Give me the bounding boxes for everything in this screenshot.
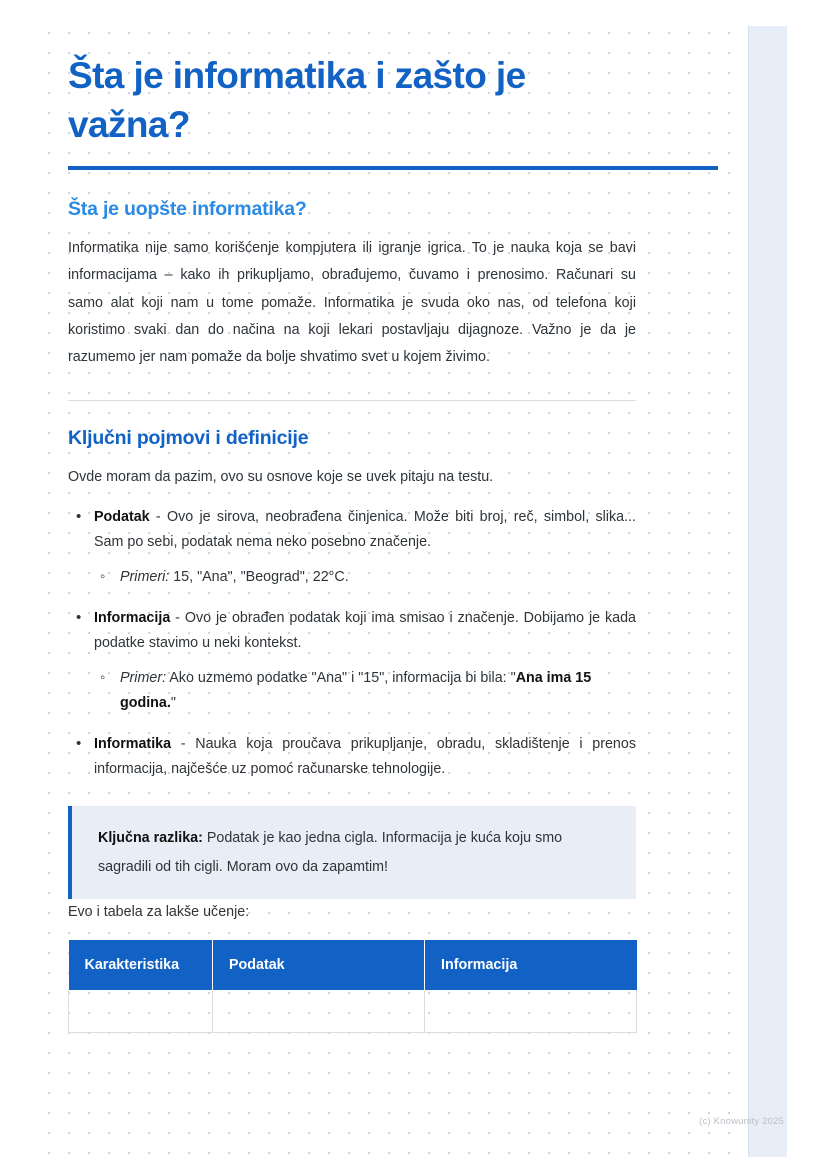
page-margin-left [0,0,40,1171]
list-item [68,505,636,590]
callout-label: Ključna razlika: [98,830,203,847]
key-difference-callout [68,806,636,899]
term-text: Nauka koja proučava prikupljanje, obradu, skladištenje i prenos informacija, najčešće uz pomoć računarske tehnologije. [94,736,636,778]
sub-list [94,666,636,716]
table-header-cell: Podatak [213,940,425,990]
example-label: Primer: [120,670,167,687]
table-cell [213,990,425,1032]
table-header-cell: Karakteristika [69,940,213,990]
term-label: Podatak [94,509,150,525]
term-dash: - [171,736,196,753]
term-label: Informacija [94,610,171,627]
page-margin-top [0,0,828,26]
section-heading-2: Ključni pojmovi i definicije [68,426,309,449]
section-heading-1: Šta je uopšte informatika? [68,197,307,220]
list-item [68,732,636,782]
page-side-rail [748,26,788,1157]
section-divider [68,400,636,401]
callout-text: Podatak je kao jedna cigla. Informacija je kuća koju smo sagradili od tih cigli. Moram ovo da zapamtim! [98,830,563,875]
term-text: Ovo je obrađen podatak koji ima smisao i značenje. Dobijamo je kada podatke stavimo u neki kontekst. [94,610,636,652]
section-paragraph-1: Informatika nije samo korišćenje kompjutera ili igranje igrica. To je nauka koja se bavi informacijama – kako ih prikupljamo, obrađujemo, čuvamo i prenosimo. Računari su samo alat koji nam u tome pomaže. Informatika je svuda oko nas, od telefona koji koristimo svaki dan do načina na koji lekari postavljaju dijagnoze. Važno je da je razumemo jer nam pomaže da bolje shvatimo svet u kojem živimo. [68,239,636,366]
example-text: Ako uzmemo podatke "Ana" i "15", informacija bi bila: " [166,670,516,687]
table-cell [425,990,637,1032]
page-title: Šta je informatika i zašto je važna? [68,55,526,145]
watermark: (c) Knowunity 2025 [699,1116,784,1127]
example-bold: Ana ima 15 godina. [120,670,592,712]
example-tail: " [170,695,176,712]
example-label: Primeri: [120,569,170,586]
term-text: Ovo je sirova, neobrađena činjenica. Može biti broj, reč, simbol, slika... Sam po sebi, podatak nema neko posebno značenje. [94,509,636,551]
comparison-table [68,940,637,1033]
list-item [94,666,636,716]
example-text: 15, "Ana", "Beograd", 22°C. [169,569,349,586]
section-intro-2: Ovde moram da pazim, ovo su osnove koje se uvek pitaju na testu. [68,468,494,485]
list-item [68,606,636,716]
table-header-row [69,940,637,990]
title-divider [68,166,718,170]
table-header-cell: Informacija [425,940,637,990]
document-content [68,52,636,1033]
term-label: Informatika [94,736,172,753]
sub-list [94,565,636,590]
list-item [94,565,636,590]
page-margin-bottom [0,1157,828,1171]
table-row [69,990,637,1032]
term-dash: - [170,610,185,627]
table-intro: Evo i tabela za lakše učenje: [68,904,250,921]
page-margin-right [788,0,828,1171]
term-dash: - [149,509,167,525]
table-cell [69,990,213,1032]
key-terms-list [68,505,636,782]
